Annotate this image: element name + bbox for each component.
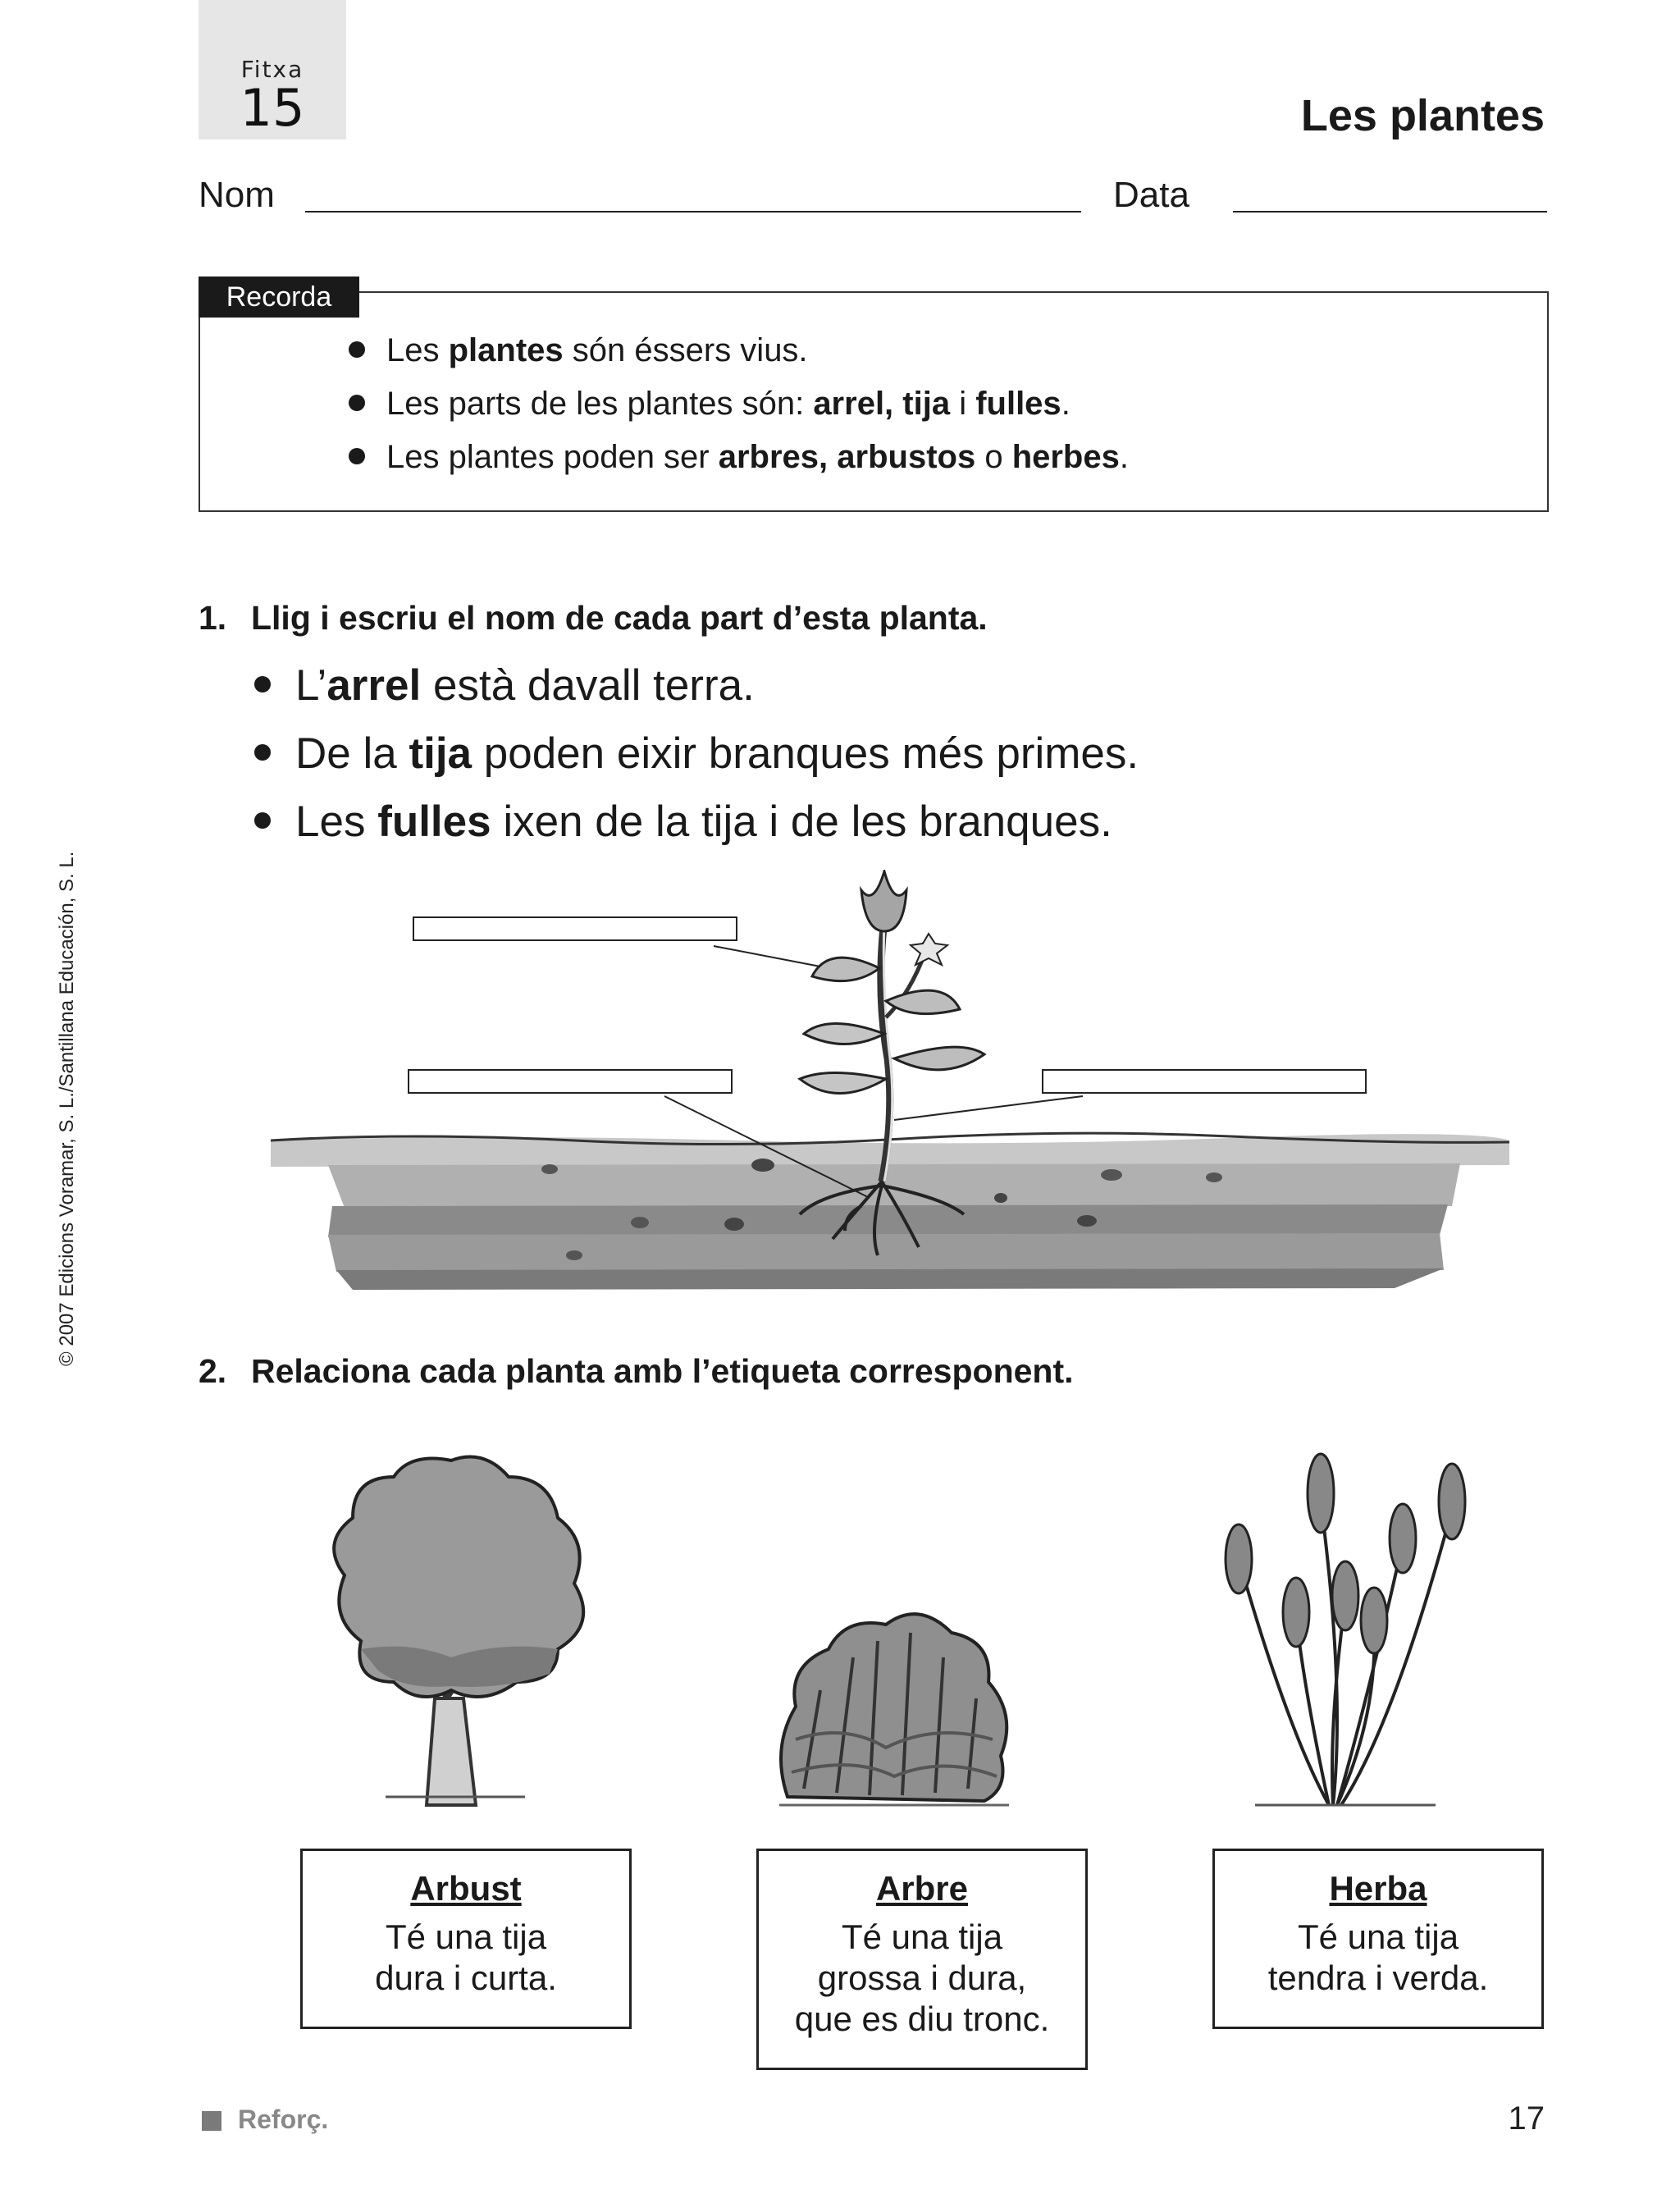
- tree-illustration: [312, 1452, 607, 1813]
- fitxa-label: Fitxa: [240, 56, 304, 83]
- footer-square-icon: [202, 2111, 221, 2131]
- date-label: Data: [1113, 175, 1189, 215]
- pointer-line: [894, 1096, 1083, 1120]
- fitxa-badge: [199, 0, 346, 139]
- exercise-1-item: L’arrel està davall terra.: [254, 660, 755, 711]
- date-field-line[interactable]: [1233, 211, 1547, 213]
- recorda-tag: Recorda: [199, 277, 359, 318]
- label-card-title: Herba: [1329, 1869, 1427, 1908]
- page-title: Les plantes: [1300, 91, 1545, 140]
- answer-box-flower-leaves[interactable]: [413, 916, 737, 941]
- bullet-icon: [349, 395, 365, 411]
- label-card-text: Té una tija dura i curta.: [375, 1917, 557, 1997]
- name-field-line[interactable]: [305, 211, 1081, 213]
- exercise-1-item: Les fulles ixen de la tija i de les branques.: [254, 797, 1112, 847]
- recorda-item: Les plantes són éssers vius.: [349, 332, 808, 369]
- label-card-text: Té una tija tendra i verda.: [1267, 1917, 1489, 1997]
- answer-box-stem[interactable]: [1042, 1069, 1367, 1094]
- name-label: Nom: [199, 175, 275, 215]
- bullet-icon: [349, 341, 365, 358]
- label-card-title: Arbre: [875, 1869, 969, 1908]
- recorda-item: Les parts de les plantes són: arrel, tija i fulles.: [349, 386, 1071, 423]
- fitxa-number: 15: [240, 78, 305, 138]
- shrub-illustration: [771, 1584, 1017, 1813]
- exercise-2-title: 2. Relaciona cada planta amb l’etiqueta corresponent.: [199, 1352, 1074, 1390]
- label-card-arbust[interactable]: [300, 1849, 632, 2029]
- bullet-icon: [349, 448, 365, 464]
- label-card-text: Té una tija grossa i dura, que es diu tronc.: [794, 1917, 1050, 2038]
- page-number: 17: [1508, 2100, 1545, 2137]
- copyright-notice: © 2007 Edicions Voramar, S. L./Santillana Educación, S. L.: [56, 851, 78, 1366]
- label-card-herba[interactable]: [1212, 1849, 1544, 2029]
- recorda-item: Les plantes poden ser arbres, arbustos o herbes.: [349, 439, 1129, 476]
- soil-layers: [271, 1133, 1509, 1290]
- answer-box-root[interactable]: [408, 1069, 733, 1094]
- herb-illustration: [1206, 1444, 1477, 1813]
- plant-diagram-illustration: [0, 870, 1680, 1313]
- exercise-1-title: 1. Llig i escriu el nom de cada part d’esta planta.: [199, 599, 988, 637]
- label-card-arbre[interactable]: [756, 1849, 1088, 2070]
- footer-label: Reforç.: [238, 2105, 329, 2134]
- pointer-line: [714, 946, 820, 967]
- label-card-title: Arbust: [410, 1869, 522, 1908]
- exercise-1-item: De la tija poden eixir branques més primes.: [254, 729, 1139, 779]
